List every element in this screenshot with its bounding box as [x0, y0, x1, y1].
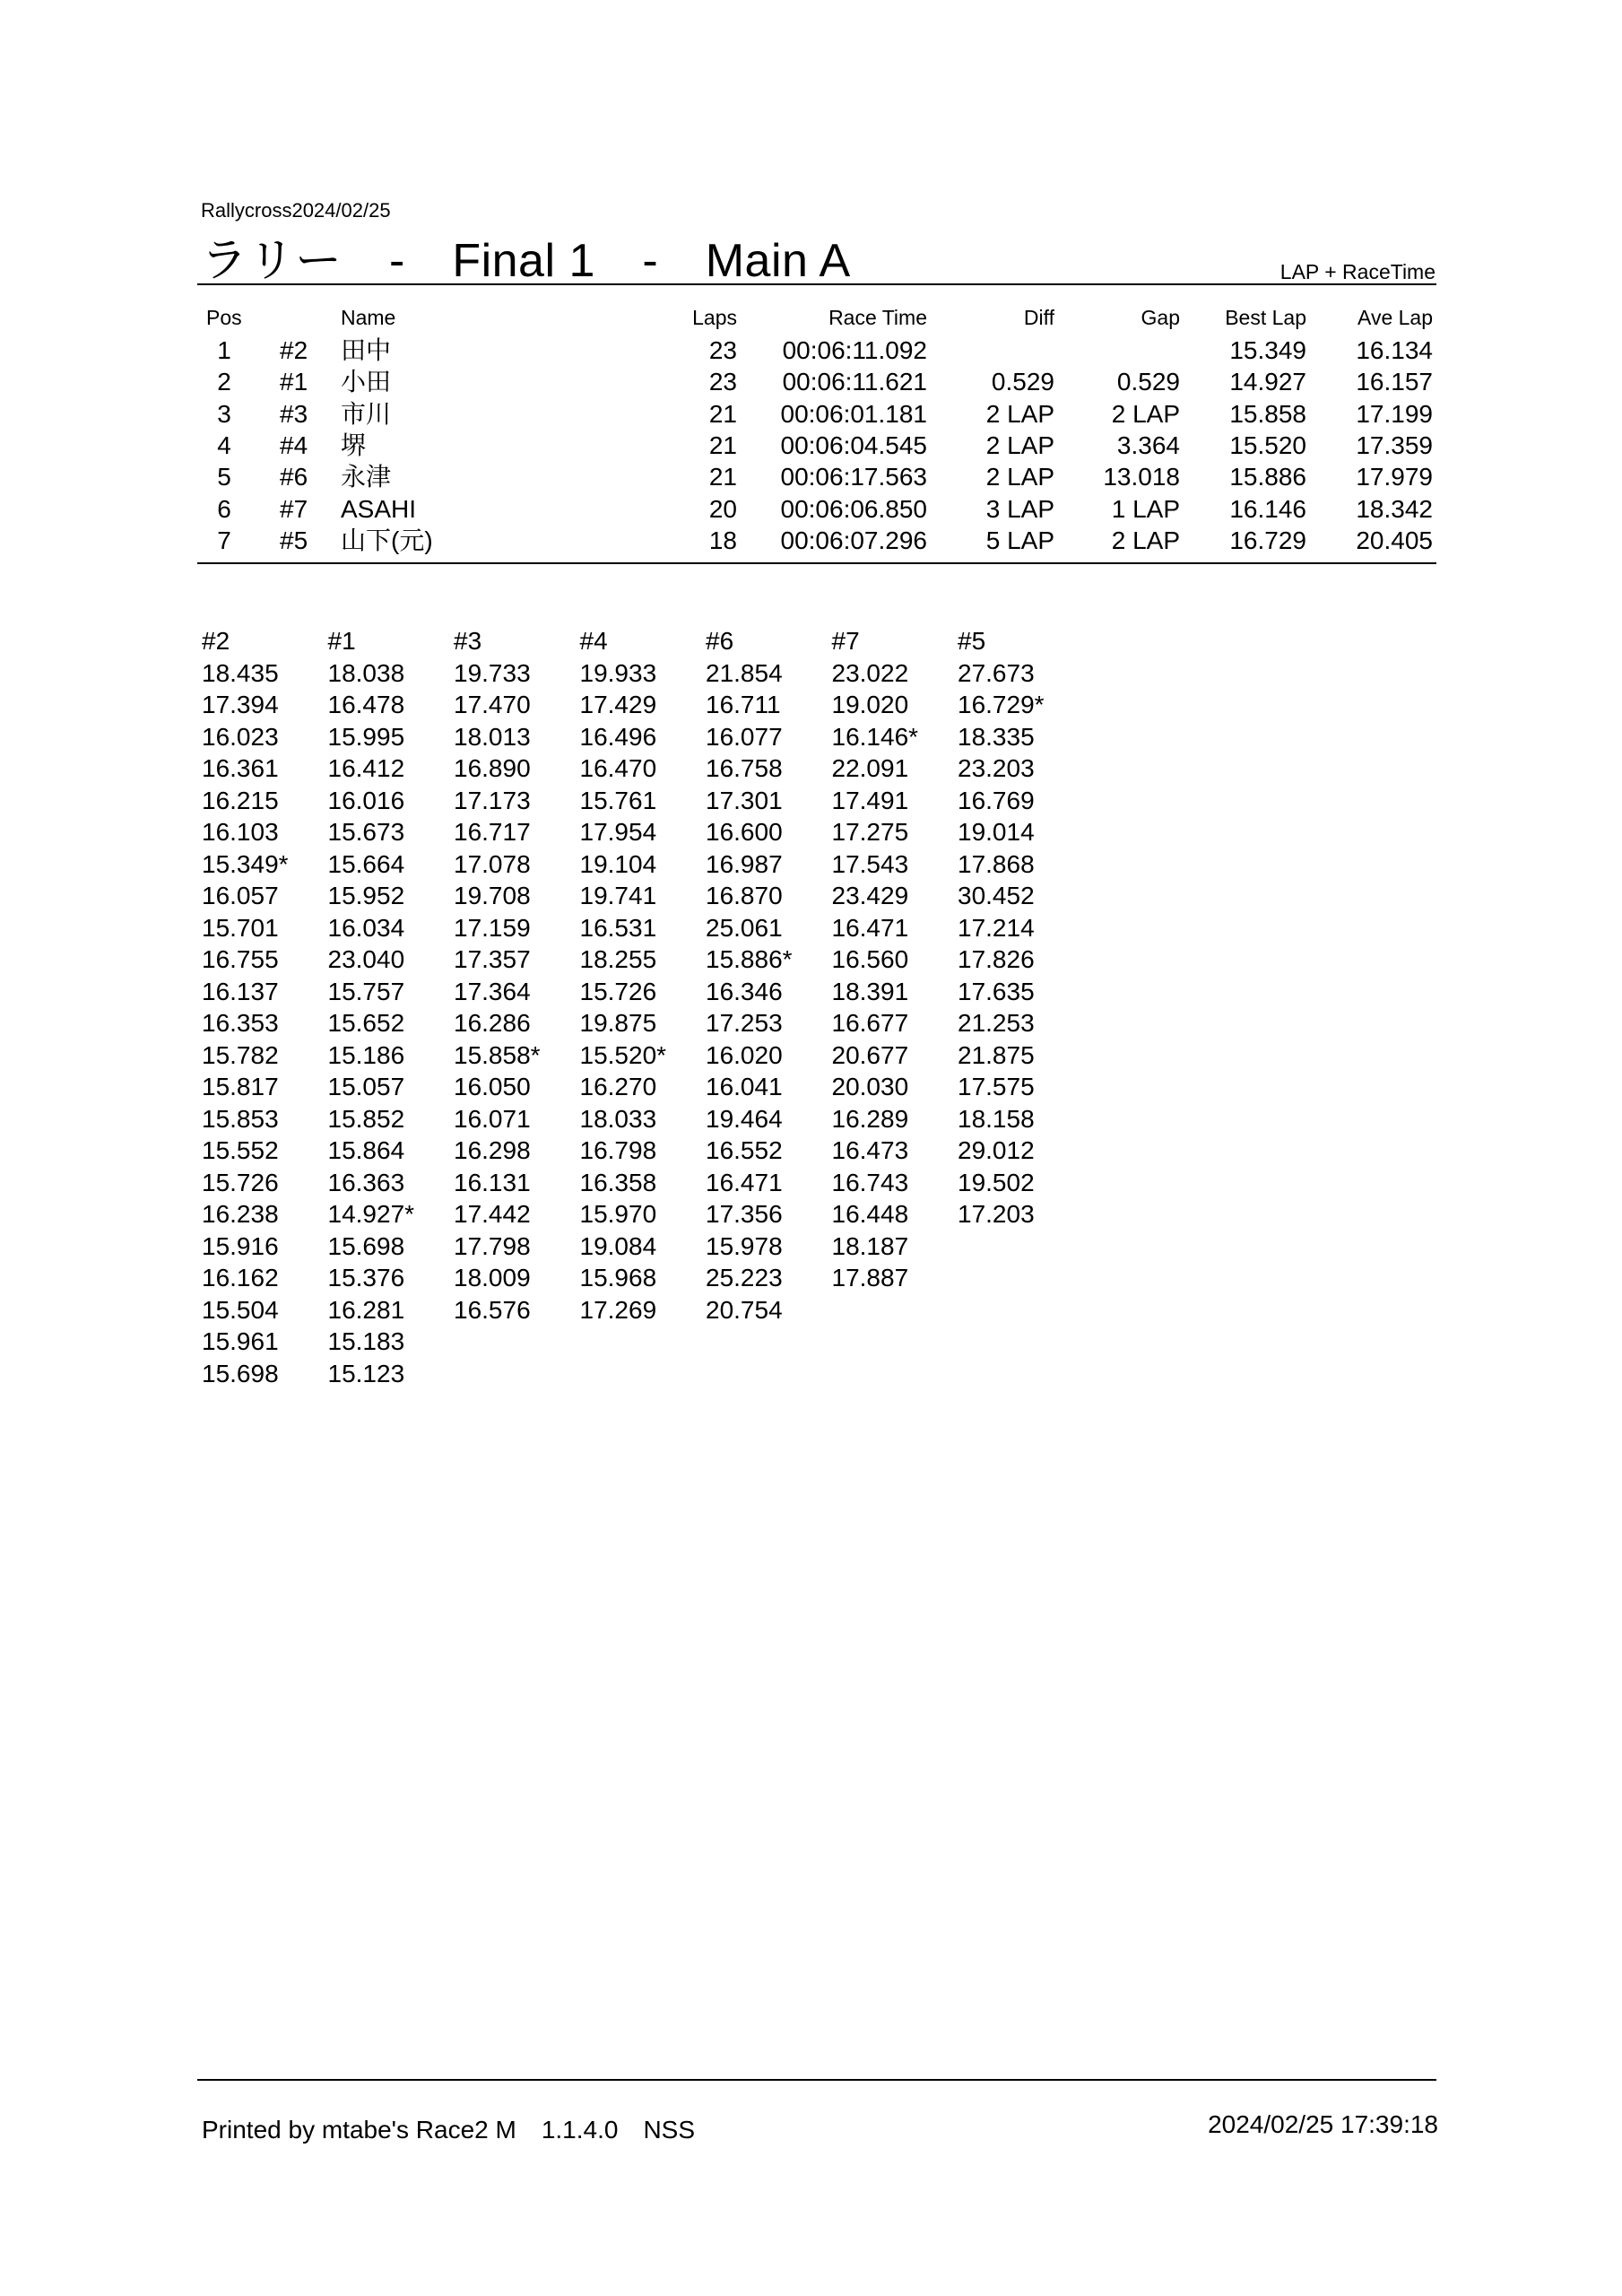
- lap-time: 15.183: [327, 1327, 405, 1355]
- lap-time: 21.875: [958, 1040, 1035, 1069]
- lap-time: 18.033: [579, 1104, 657, 1133]
- lap-time: 21.854: [706, 658, 783, 687]
- lap-time: 17.203: [958, 1200, 1035, 1228]
- lap-time: 16.798: [579, 1136, 657, 1164]
- lap-time: 19.933: [579, 658, 657, 687]
- results-divider: [197, 562, 1436, 564]
- lap-time: 16.131: [454, 1168, 531, 1196]
- cell-race-time: 00:06:11.092: [782, 336, 927, 364]
- lap-time: 15.853: [202, 1104, 279, 1133]
- lap-time: 16.552: [706, 1136, 783, 1164]
- lap-time: 16.238: [202, 1200, 279, 1228]
- cell-car-number: #1: [280, 368, 308, 396]
- lap-time: 20.754: [706, 1295, 783, 1324]
- cell-ave-lap: 16.157: [1356, 368, 1433, 396]
- lap-time: 18.255: [579, 945, 657, 973]
- lap-time: 17.826: [958, 945, 1035, 973]
- lap-time: 19.014: [958, 818, 1035, 846]
- cell-best-lap: 16.729: [1229, 526, 1306, 554]
- lap-time: 21.253: [958, 1009, 1035, 1037]
- lap-time: 16.471: [706, 1168, 783, 1196]
- lap-time: 16.286: [454, 1009, 531, 1037]
- lap-time: 19.104: [579, 849, 657, 878]
- lap-time: 15.726: [579, 977, 657, 1005]
- lap-time: 16.146*: [831, 722, 919, 751]
- cell-pos: 1: [217, 336, 231, 364]
- lap-time: 16.137: [202, 977, 279, 1005]
- lap-time: 19.875: [579, 1009, 657, 1037]
- lap-time: 18.187: [831, 1231, 909, 1260]
- footer-divider: [197, 2079, 1436, 2081]
- lap-time: 15.978: [706, 1231, 783, 1260]
- lap-time: 19.733: [454, 658, 531, 687]
- lap-time: 15.698: [327, 1231, 405, 1260]
- lap-time: 16.473: [831, 1136, 909, 1164]
- lap-time: 16.077: [706, 722, 783, 751]
- lap-time: 15.952: [327, 882, 405, 909]
- page-title: ラリー - Final 1 - Main A: [201, 235, 851, 287]
- lap-time: 17.253: [706, 1009, 783, 1037]
- cell-car-number: #2: [280, 336, 308, 364]
- cell-car-number: #6: [280, 463, 308, 491]
- lap-time: 15.057: [327, 1073, 405, 1100]
- cell-driver-name: ASAHI: [341, 494, 417, 523]
- lap-time: 16.412: [327, 754, 405, 782]
- lap-time: 17.214: [958, 913, 1035, 942]
- lap-column: [454, 625, 579, 1326]
- lap-time: 15.968: [579, 1264, 657, 1292]
- lap-time: 15.504: [202, 1295, 279, 1324]
- lap-time: 23.022: [831, 658, 909, 687]
- lap-time: 27.673: [958, 658, 1035, 687]
- lap-time: 16.363: [327, 1168, 405, 1196]
- cell-gap: 2 LAP: [1111, 399, 1180, 428]
- lap-time: 19.464: [706, 1104, 783, 1133]
- cell-gap: 0.529: [1116, 368, 1180, 396]
- lap-time: 18.435: [202, 658, 279, 687]
- cell-car-number: #5: [280, 526, 308, 554]
- cell-driver-name: 市川: [341, 399, 392, 428]
- lap-time: 16.289: [831, 1104, 909, 1133]
- cell-pos: 6: [217, 494, 231, 523]
- col-header-laps: Laps: [692, 306, 737, 329]
- lap-time: 16.560: [831, 945, 909, 973]
- cell-car-number: #4: [280, 430, 308, 459]
- lap-time: 17.887: [831, 1264, 909, 1292]
- lap-time: 17.394: [202, 691, 279, 718]
- lap-time: 17.543: [831, 849, 909, 878]
- lap-time: 22.091: [831, 754, 909, 782]
- lap-time: 16.470: [579, 754, 657, 782]
- lap-time: 29.012: [958, 1136, 1035, 1164]
- col-header-best-lap: Best Lap: [1225, 306, 1306, 329]
- header-divider: [197, 283, 1436, 285]
- cell-laps: 20: [708, 494, 737, 523]
- cell-race-time: 00:06:17.563: [780, 463, 927, 491]
- cell-car-number: #7: [280, 494, 308, 523]
- col-header-ave-lap: Ave Lap: [1357, 306, 1433, 329]
- lap-time: 17.575: [958, 1073, 1035, 1100]
- cell-laps: 21: [708, 463, 737, 491]
- lap-time: 16.576: [454, 1295, 531, 1324]
- lap-time: 18.013: [454, 722, 531, 751]
- lap-time: 16.361: [202, 754, 279, 782]
- col-header-race-time: Race Time: [828, 306, 927, 329]
- lap-time: 16.016: [327, 786, 405, 814]
- lap-time: 16.353: [202, 1009, 279, 1037]
- lap-time: 15.698: [202, 1359, 279, 1387]
- lap-time: 17.173: [454, 786, 531, 814]
- lap-time: 16.034: [327, 913, 405, 942]
- cell-driver-name: 堺: [341, 430, 367, 459]
- cell-laps: 21: [708, 399, 737, 428]
- cell-race-time: 00:06:07.296: [780, 526, 927, 554]
- lap-time: 16.743: [831, 1168, 909, 1196]
- cell-best-lap: 16.146: [1229, 494, 1306, 523]
- col-header-gap: Gap: [1141, 306, 1180, 329]
- lap-column: [202, 625, 327, 1389]
- lap-time: 17.357: [454, 945, 531, 973]
- cell-laps: 23: [708, 336, 737, 364]
- lap-time: 16.531: [579, 913, 657, 942]
- lap-time: 25.061: [706, 913, 783, 942]
- lap-time: 15.349*: [202, 849, 289, 878]
- lap-time: 25.223: [706, 1264, 783, 1292]
- lap-time: 18.158: [958, 1104, 1035, 1133]
- lap-time: 14.927*: [327, 1200, 415, 1228]
- cell-ave-lap: 20.405: [1356, 526, 1433, 554]
- lap-time: 16.298: [454, 1136, 531, 1164]
- cell-laps: 21: [708, 430, 737, 459]
- lap-time: 15.916: [202, 1231, 279, 1260]
- lap-column: [832, 625, 958, 1294]
- cell-ave-lap: 16.134: [1356, 336, 1433, 364]
- lap-time: 23.203: [958, 754, 1035, 782]
- cell-diff: 0.529: [991, 368, 1054, 396]
- cell-ave-lap: 17.359: [1356, 430, 1433, 459]
- lap-time: 15.652: [327, 1009, 405, 1037]
- lap-time: 15.886*: [706, 945, 793, 973]
- lap-time: 16.023: [202, 722, 279, 751]
- lap-time: 20.677: [831, 1040, 909, 1069]
- cell-race-time: 00:06:11.621: [782, 368, 927, 396]
- lap-column-header: #7: [831, 627, 860, 655]
- lap-time: 15.858*: [454, 1040, 541, 1069]
- col-header-diff: Diff: [1023, 306, 1054, 329]
- lap-time: 18.391: [831, 977, 909, 1005]
- lap-time: 16.057: [202, 882, 279, 909]
- printed-at: 2024/02/25 17:39:18: [1208, 2110, 1438, 2138]
- cell-diff: 5 LAP: [985, 526, 1054, 554]
- lap-time: 16.346: [706, 977, 783, 1005]
- lap-time: 19.020: [831, 691, 909, 718]
- cell-pos: 3: [217, 399, 231, 428]
- lap-time: 18.335: [958, 722, 1035, 751]
- lap-time: 17.635: [958, 977, 1035, 1005]
- cell-pos: 2: [217, 368, 231, 396]
- cell-diff: 2 LAP: [985, 399, 1054, 428]
- lap-time: 16.162: [202, 1264, 279, 1292]
- cell-driver-name: 山下(元): [341, 526, 433, 554]
- cell-best-lap: 15.858: [1229, 399, 1306, 428]
- lap-time: 19.502: [958, 1168, 1035, 1196]
- lap-time: 20.030: [831, 1073, 909, 1100]
- lap-time: 17.364: [454, 977, 531, 1005]
- event-name: Rallycross2024/02/25: [201, 199, 391, 222]
- cell-driver-name: 田中: [341, 336, 392, 364]
- lap-time: 15.970: [579, 1200, 657, 1228]
- lap-time: 23.040: [327, 945, 405, 973]
- cell-driver-name: 小田: [341, 368, 392, 396]
- lap-time: 18.038: [327, 658, 405, 687]
- lap-time: 16.769: [958, 786, 1035, 814]
- lap-time: 17.078: [454, 849, 531, 878]
- lap-time: 17.269: [579, 1295, 657, 1324]
- lap-time: 17.159: [454, 913, 531, 942]
- lap-column: [328, 625, 454, 1389]
- lap-time: 16.478: [327, 691, 405, 718]
- cell-pos: 5: [217, 463, 231, 491]
- lap-time: 15.782: [202, 1040, 279, 1069]
- lap-time: 16.496: [579, 722, 657, 751]
- cell-pos: 4: [217, 430, 231, 459]
- lap-time: 15.664: [327, 849, 405, 878]
- lap-time: 30.452: [958, 882, 1035, 909]
- cell-diff: 3 LAP: [985, 494, 1054, 523]
- lap-time: 16.103: [202, 818, 279, 846]
- lap-time: 16.448: [831, 1200, 909, 1228]
- lap-time: 15.852: [327, 1104, 405, 1133]
- lap-column-header: #6: [706, 627, 734, 655]
- lap-column: [706, 625, 831, 1326]
- lap-time: 15.123: [327, 1359, 405, 1387]
- lap-time: 15.376: [327, 1264, 405, 1292]
- cell-gap: 13.018: [1103, 463, 1180, 491]
- lap-time: 15.995: [327, 722, 405, 751]
- lap-time: 16.711: [706, 691, 781, 718]
- lap-time: 19.741: [579, 882, 657, 909]
- lap-time: 16.071: [454, 1104, 531, 1133]
- cell-gap: 1 LAP: [1111, 494, 1180, 523]
- col-header-name: Name: [341, 306, 396, 329]
- lap-time: 15.520*: [579, 1040, 667, 1069]
- lap-column-header: #3: [454, 627, 482, 655]
- printed-by: Printed by mtabe's Race2 M 1.1.4.0 NSS: [202, 2116, 696, 2144]
- lap-time: 15.186: [327, 1040, 405, 1069]
- cell-best-lap: 14.927: [1229, 368, 1306, 396]
- lap-time: 17.491: [831, 786, 909, 814]
- lap-time: 15.761: [579, 786, 657, 814]
- cell-best-lap: 15.349: [1229, 336, 1306, 364]
- lap-time: 15.757: [327, 977, 405, 1005]
- cell-ave-lap: 17.199: [1356, 399, 1433, 428]
- lap-time: 17.301: [706, 786, 783, 814]
- cell-race-time: 00:06:01.181: [780, 399, 927, 428]
- lap-column: [958, 625, 1083, 1231]
- lap-time: 16.471: [831, 913, 909, 942]
- lap-time: 15.817: [202, 1073, 279, 1100]
- cell-diff: 2 LAP: [985, 430, 1054, 459]
- col-header-pos: Pos: [206, 306, 242, 329]
- cell-laps: 23: [708, 368, 737, 396]
- lap-time: 16.020: [706, 1040, 783, 1069]
- lap-time: 16.758: [706, 754, 783, 782]
- lap-time: 15.864: [327, 1136, 405, 1164]
- lap-time: 16.281: [327, 1295, 405, 1324]
- lap-time: 17.954: [579, 818, 657, 846]
- cell-race-time: 00:06:06.850: [780, 494, 927, 523]
- report-type: LAP + RaceTime: [1279, 260, 1436, 283]
- lap-column-header: #2: [202, 627, 230, 655]
- cell-gap: 2 LAP: [1111, 526, 1180, 554]
- cell-best-lap: 15.886: [1229, 463, 1306, 491]
- cell-race-time: 00:06:04.545: [780, 430, 927, 459]
- cell-car-number: #3: [280, 399, 308, 428]
- lap-time: 16.729*: [958, 691, 1045, 718]
- lap-time: 19.708: [454, 882, 531, 909]
- lap-time: 16.870: [706, 882, 783, 909]
- cell-driver-name: 永津: [341, 463, 392, 491]
- lap-time: 17.429: [579, 691, 657, 718]
- lap-time: 17.868: [958, 849, 1035, 878]
- lap-time: 15.701: [202, 913, 279, 942]
- cell-best-lap: 15.520: [1229, 430, 1306, 459]
- lap-time: 15.673: [327, 818, 405, 846]
- lap-time: 18.009: [454, 1264, 531, 1292]
- lap-time: 16.050: [454, 1073, 531, 1100]
- lap-time: 16.270: [579, 1073, 657, 1100]
- lap-time: 19.084: [579, 1231, 657, 1260]
- lap-time: 16.600: [706, 818, 783, 846]
- lap-time: 15.961: [202, 1327, 279, 1355]
- lap-column: [580, 625, 706, 1326]
- cell-diff: 2 LAP: [985, 463, 1054, 491]
- lap-time: 17.356: [706, 1200, 783, 1228]
- lap-time: 16.987: [706, 849, 783, 878]
- lap-time: 17.470: [454, 691, 531, 718]
- lap-time: 17.442: [454, 1200, 531, 1228]
- cell-ave-lap: 17.979: [1356, 463, 1433, 491]
- lap-time: 15.726: [202, 1168, 279, 1196]
- lap-time: 16.041: [706, 1073, 783, 1100]
- cell-laps: 18: [708, 526, 737, 554]
- lap-time: 16.215: [202, 786, 279, 814]
- lap-time: 17.798: [454, 1231, 531, 1260]
- lap-column-header: #4: [579, 627, 608, 655]
- lap-column-header: #5: [958, 627, 986, 655]
- lap-time: 16.358: [579, 1168, 657, 1196]
- cell-pos: 7: [217, 526, 231, 554]
- lap-time: 16.677: [831, 1009, 909, 1037]
- lap-column-header: #1: [327, 627, 356, 655]
- lap-time: 23.429: [831, 882, 909, 909]
- lap-time: 16.717: [454, 818, 531, 846]
- cell-gap: 3.364: [1116, 430, 1180, 459]
- lap-time: 16.890: [454, 754, 531, 782]
- lap-time: 16.755: [202, 945, 279, 973]
- lap-time: 15.552: [202, 1136, 279, 1164]
- cell-ave-lap: 18.342: [1356, 494, 1433, 523]
- lap-time: 17.275: [831, 818, 909, 846]
